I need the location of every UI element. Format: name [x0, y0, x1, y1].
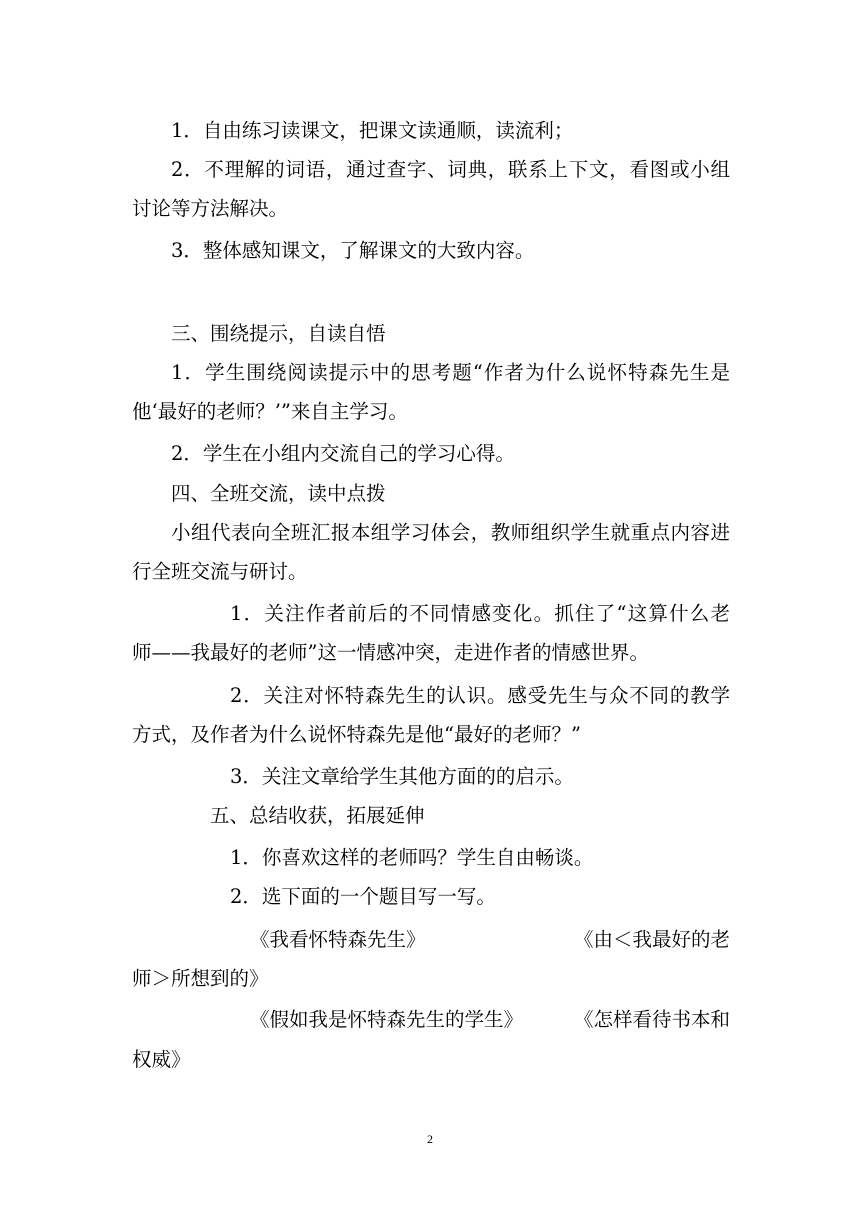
paragraph-line: 1．学生围绕阅读提示中的思考题“作者为什么说怀特森先生是 [171, 361, 730, 384]
paragraph-line: 讨论等方法解决。 [132, 197, 289, 220]
essay-title: 《怎样看待书本和 [574, 1008, 731, 1031]
paragraph-line: 2．选下面的一个题目写一写。 [230, 885, 496, 908]
paragraph-line: 1．自由练习读课文，把课文读通顺，读流利； [171, 119, 574, 142]
section-heading: 五、总结收获，拓展延伸 [210, 804, 425, 827]
section-heading: 三、围绕提示，自读自悟 [171, 322, 386, 345]
paragraph-line: 小组代表向全班汇报本组学习体会，教师组织学生就重点内容进 [171, 521, 730, 544]
section-heading: 四、全班交流，读中点拨 [171, 482, 386, 505]
paragraph-line: 3．关注文章给学生其他方面的的启示。 [230, 765, 574, 788]
paragraph-line: 他‘最好的老师？’”来自主学习。 [132, 400, 408, 423]
paragraph-line: 行全班交流与研讨。 [132, 560, 308, 583]
essay-title: 《我看怀特森先生》 [250, 928, 426, 951]
paragraph-line: 师——我最好的老师”这一情感冲突，走进作者的情感世界。 [132, 641, 649, 664]
essay-title-continuation: 师＞所想到的》 [132, 967, 269, 990]
paragraph-line: 1．你喜欢这样的老师吗？学生自由畅谈。 [230, 846, 594, 869]
essay-title: 《由＜我最好的老 [574, 928, 731, 951]
paragraph-line: 2．不理解的词语，通过查字、词典，联系上下文，看图或小组 [171, 158, 730, 181]
essay-title-continuation: 权威》 [132, 1048, 191, 1071]
essay-title: 《假如我是怀特森先生的学生》 [250, 1008, 524, 1031]
page-number: 2 [427, 1132, 433, 1146]
paragraph-line: 2．学生在小组内交流自己的学习心得。 [171, 442, 515, 465]
paragraph-line: 2．关注对怀特森先生的认识。感受先生与众不同的教学 [230, 684, 730, 707]
paragraph-line: 3．整体感知课文，了解课文的大致内容。 [171, 239, 535, 262]
paragraph-line: 方式，及作者为什么说怀特森先是他“最好的老师？” [132, 723, 581, 746]
paragraph-line: 1．关注作者前后的不同情感变化。抓住了“这算什么老 [230, 602, 730, 625]
